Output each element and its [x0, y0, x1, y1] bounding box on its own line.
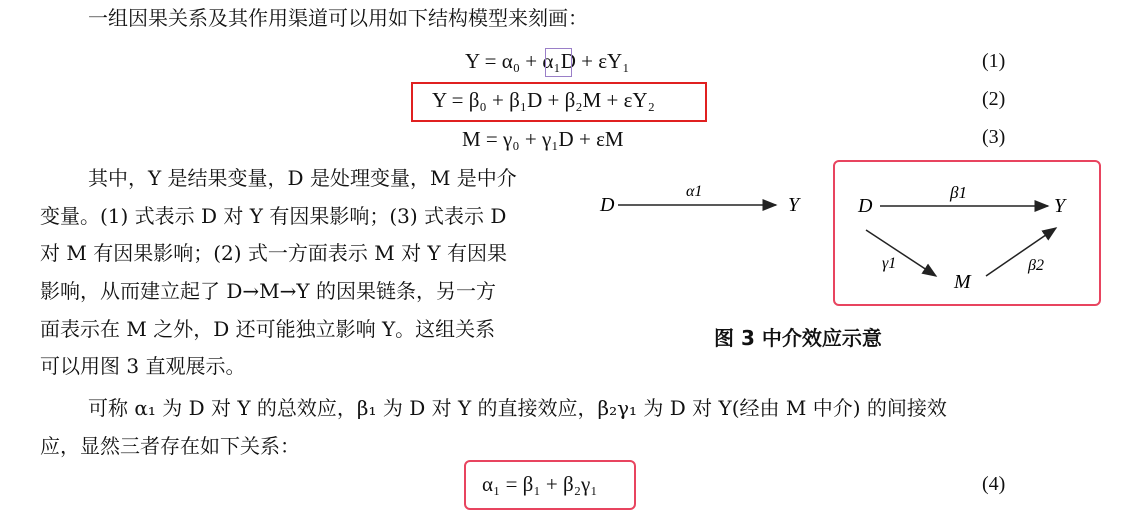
- paragraph-line-5: 面表示在 M 之外，D 还可能独立影响 Y。这组关系: [40, 317, 496, 341]
- mediation-node-m: M: [954, 271, 971, 293]
- paragraph-line-3: 对 M 有因果影响；(2) 式一方面表示 M 对 Y 有因果: [40, 241, 507, 265]
- equation-3-number: (3): [982, 126, 1006, 148]
- figure-caption: 图 3 中介效应示意: [714, 326, 882, 350]
- coef-gamma1: γ1: [882, 255, 897, 272]
- paragraph-line-6: 可以用图 3 直观展示。: [40, 354, 246, 378]
- mediation-diagram: [848, 172, 1084, 294]
- paragraph-line-2: 变量。(1) 式表示 D 对 Y 有因果影响；(3) 式表示 D: [40, 204, 507, 228]
- intro-text: 一组因果关系及其作用渠道可以用如下结构模型来刻画：: [88, 6, 588, 30]
- equation-4: α₁ = β₁ + β₂γ₁: [482, 472, 598, 496]
- node-d: D: [600, 194, 615, 216]
- node-y: Y: [788, 194, 800, 216]
- coef-beta1: β1: [950, 183, 967, 202]
- total-effect-diagram: [596, 178, 816, 228]
- arrow-m-to-y: [986, 228, 1056, 276]
- coef-beta2: β2: [1028, 257, 1044, 274]
- equation-2-number: (2): [982, 88, 1006, 110]
- paragraph-line-1: 其中，Y 是结果变量，D 是处理变量，M 是中介: [88, 166, 517, 190]
- equation-1: Y = α₀ + α₁D + εY₁: [465, 49, 630, 73]
- bottom-paragraph-line-1: 可称 α₁ 为 D 对 Y 的总效应，β₁ 为 D 对 Y 的直接效应，β₂γ₁ 为 D 对 Y(经由 M 中介) 的间接效: [88, 396, 947, 420]
- coef-alpha1: α1: [686, 183, 703, 200]
- mediation-node-y: Y: [1054, 195, 1066, 217]
- equation-2: Y = β₀ + β₁D + β₂M + εY₂: [432, 88, 655, 112]
- equation-3: M = γ₀ + γ₁D + εM: [462, 127, 624, 151]
- paragraph-line-4: 影响，从而建立起了 D→M→Y 的因果链条，另一方: [40, 279, 496, 303]
- bottom-paragraph-line-2: 应，显然三者存在如下关系：: [40, 434, 300, 458]
- mediation-node-d: D: [858, 195, 873, 217]
- equation-1-number: (1): [982, 50, 1006, 72]
- arrow-d-to-m: [866, 230, 936, 276]
- equation-4-number: (4): [982, 473, 1006, 495]
- highlight-alpha1-box: [545, 48, 572, 77]
